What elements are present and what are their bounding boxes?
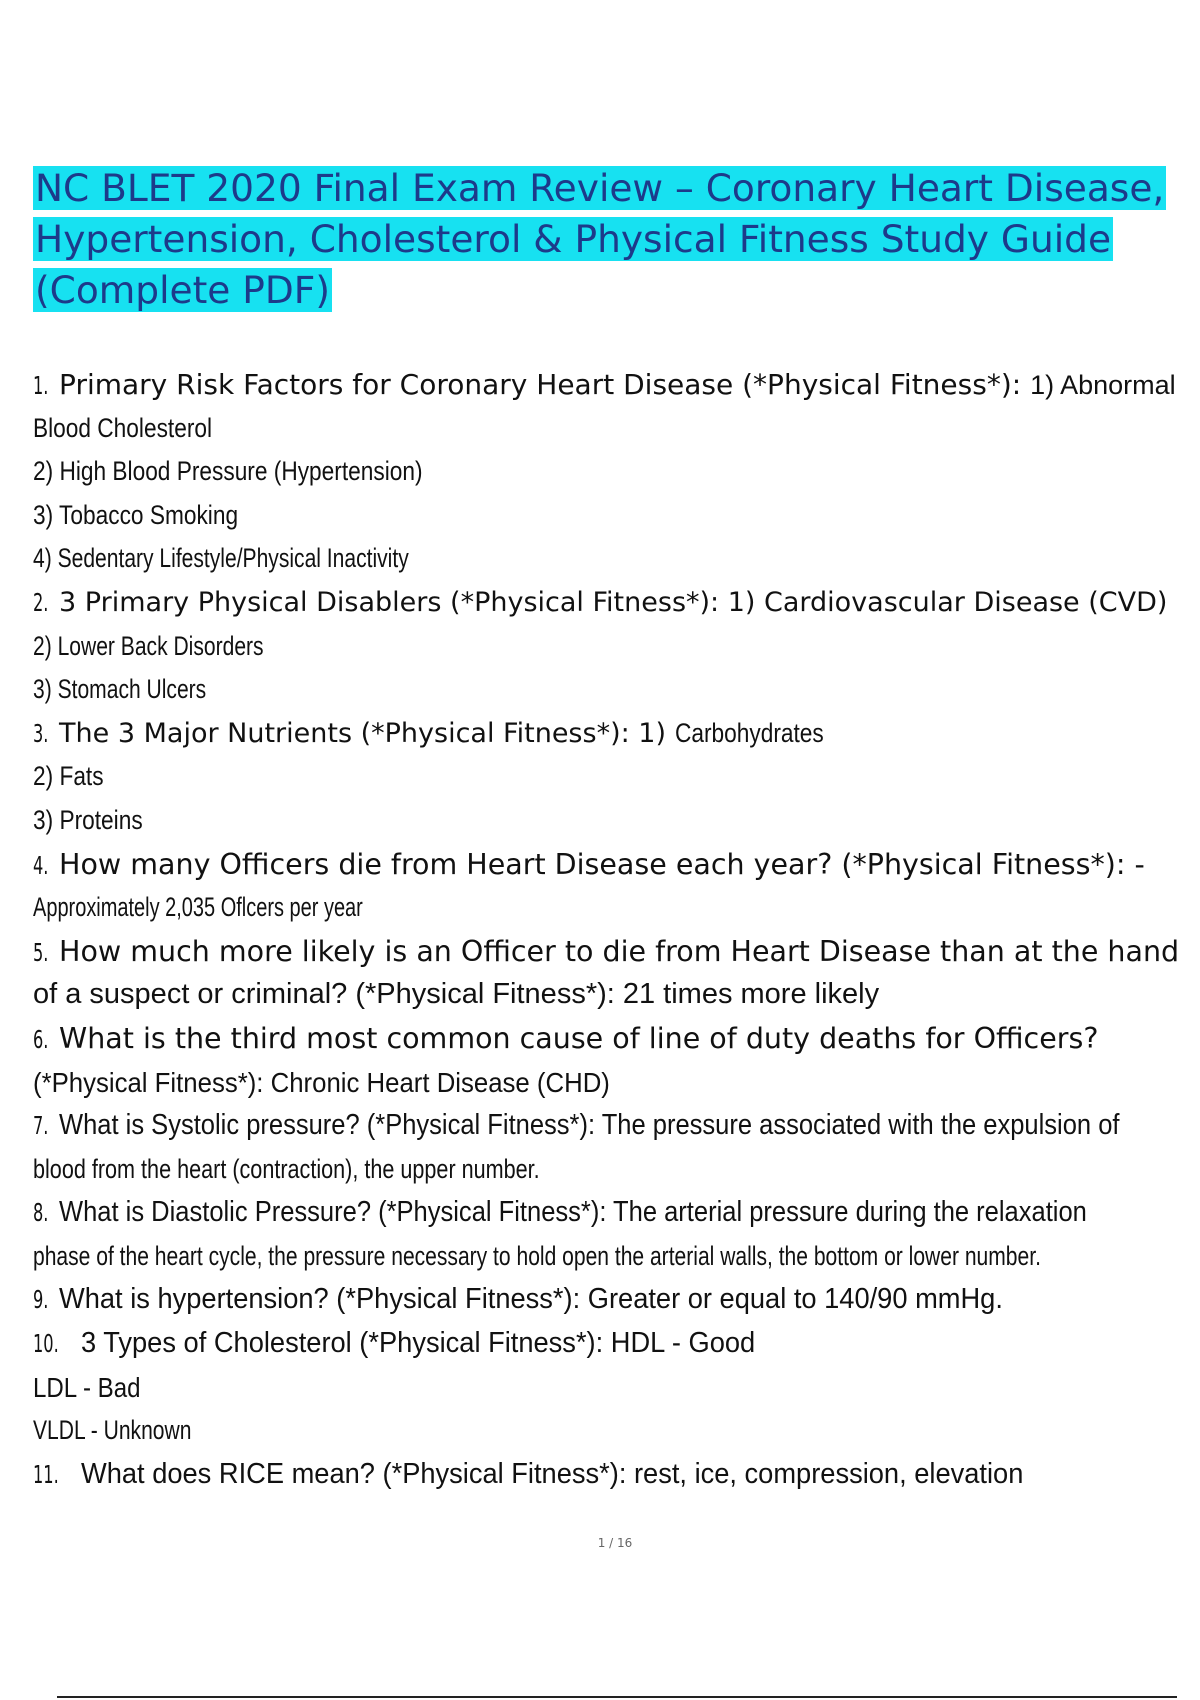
- item-answer-line: 3) Stomach Ulcers: [33, 674, 207, 705]
- item-answer-line: 4) Sedentary Lifestyle/Physical Inactivity: [33, 543, 409, 574]
- item-answer-line: blood from the heart (contraction), the upper number.: [33, 1153, 540, 1184]
- item-answer-line: Blood Cholesterol: [33, 412, 213, 443]
- item-number: 11.: [33, 1459, 59, 1489]
- item-question: What is the third most common cause of line of duty deaths for Officers?: [59, 1021, 1099, 1055]
- item-answer-line: 2) Lower Back Disorders: [33, 630, 264, 661]
- item-answer-line: 3) Proteins: [33, 804, 143, 835]
- item-answer: 1) Abnormal: [1030, 370, 1176, 400]
- item-question-line: (*Physical Fitness*): Chronic Heart Disease (CHD): [33, 1066, 610, 1098]
- list-item: [33, 1322, 1193, 1366]
- item-question: What is Systolic pressure? (*Physical Fitness*): The pressure associated with the expulsion of: [59, 1109, 1120, 1142]
- list-item: [33, 843, 1193, 887]
- item-answer-line: phase of the heart cycle, the pressure necessary to hold open the arterial walls, the bottom or lower number.: [33, 1240, 1041, 1271]
- item-answer-line: 2) High Blood Pressure (Hypertension): [33, 456, 423, 487]
- item-question: Primary Risk Factors for Coronary Heart Disease (*Physical Fitness*):: [59, 368, 1031, 401]
- list-item: [33, 1017, 1193, 1061]
- list-item: [33, 363, 1193, 407]
- title-line-3: (Complete PDF): [35, 268, 330, 312]
- item-number: 10.: [33, 1329, 59, 1359]
- item-question: 3 Primary Physical Disablers (*Physical Fitness*): 1) Cardiovascular Disease (CVD): [59, 586, 1168, 618]
- item-number: 2.: [33, 587, 49, 617]
- item-question: What is hypertension? (*Physical Fitness*): Greater or equal to 140/90 mmHg.: [59, 1283, 1003, 1316]
- item-answer-line: VLDL - Unknown: [33, 1415, 192, 1446]
- title-line-1: NC BLET 2020 Final Exam Review – Coronary Heart Disease,: [35, 166, 1165, 210]
- item-question: How much more likely is an Officer to die from Heart Disease than at the hand: [59, 934, 1180, 968]
- list-item: [33, 1453, 1193, 1497]
- item-answer-line: Approximately 2,035 Oflcers per year: [33, 892, 363, 923]
- item-answer: Carbohydrates: [674, 717, 824, 748]
- list-item: [33, 1191, 1193, 1235]
- item-answer-line: LDL - Bad: [33, 1371, 141, 1403]
- list-item: [33, 712, 1193, 756]
- document-title: [33, 163, 1200, 316]
- qa-list: [33, 363, 1193, 1496]
- item-number: 1.: [33, 371, 49, 400]
- item-answer-line: 3) Tobacco Smoking: [33, 499, 239, 530]
- list-item: [33, 930, 1193, 974]
- item-number: 3.: [33, 718, 49, 748]
- item-question: How many Officers die from Heart Disease each year? (*Physical Fitness*): -: [59, 847, 1145, 881]
- item-answer-line: 2) Fats: [33, 761, 104, 792]
- item-number: 5.: [33, 937, 49, 967]
- item-question-line: of a suspect or criminal? (*Physical Fitness*): 21 times more likely: [33, 978, 880, 1011]
- list-item: [33, 581, 1193, 625]
- bottom-divider: [57, 1696, 1177, 1698]
- item-number: 7.: [33, 1111, 49, 1141]
- item-question: 3 Types of Cholesterol (*Physical Fitness*): HDL - Good: [81, 1327, 756, 1360]
- list-item: [33, 1278, 1193, 1322]
- item-number: 6.: [33, 1024, 49, 1054]
- item-question: The 3 Major Nutrients (*Physical Fitness*): 1): [59, 717, 675, 749]
- title-line-2: Hypertension, Cholesterol & Physical Fitness Study Guide: [35, 217, 1112, 261]
- item-question: What is Diastolic Pressure? (*Physical Fitness*): The arterial pressure during the relaxation: [59, 1196, 1087, 1229]
- item-number: 8.: [33, 1198, 49, 1228]
- item-question: What does RICE mean? (*Physical Fitness*): rest, ice, compression, elevation: [81, 1457, 1024, 1490]
- item-number: 4.: [33, 850, 49, 880]
- list-item: [33, 1104, 1193, 1148]
- page-indicator: 1 / 16: [597, 1536, 633, 1550]
- item-number: 9.: [33, 1285, 49, 1315]
